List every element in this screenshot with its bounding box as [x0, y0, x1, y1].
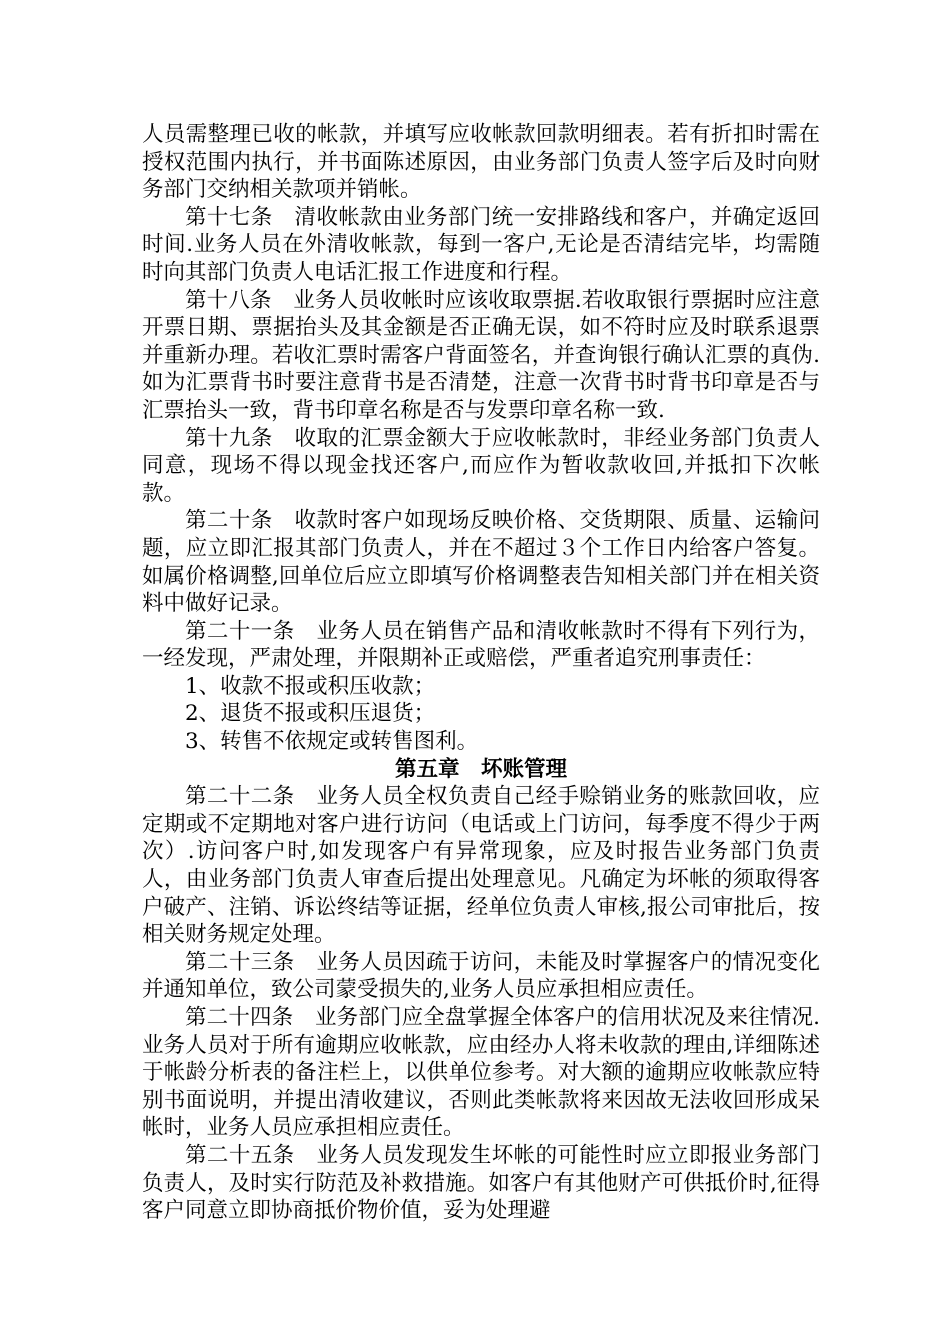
article-24: 第二十四条 业务部门应全盘掌握全体客户的信用状况及来往情况.业务人员对于所有逾期应收帐款，应由经办人将未收款的理由,详细陈述于帐龄分析表的备注栏上，以供单位参考。对大额的逾期应收帐款应特别书面说明，并提出清收建议，否则此类帐款将来因故无法收回形成呆帐时，业务人员应承担相应责任。: [142, 1005, 820, 1141]
article-22: 第二十二条 业务人员全权负责自己经手赊销业务的账款回收，应定期或不定期地对客户进行访问（电话或上门访问，每季度不得少于两次）.访问客户时,如发现客户有异常现象，应及时报告业务部门负责人，由业务部门负责人审查后提出处理意见。凡确定为坏帐的须取得客户破产、注销、诉讼终结等证据，经单位负责人审核,报公司审批后，按相关财务规定处理。: [142, 784, 820, 948]
article-25: 第二十五条 业务人员发现发生坏帐的可能性时应立即报业务部门负责人，及时实行防范及补救措施。如客户有其他财产可供抵价时,征得客户同意立即协商抵价物价值，妥为处理避: [142, 1142, 820, 1224]
list-item-1: 1、收款不报或积压收款；: [185, 673, 436, 699]
paragraph-continuation: 人员需整理已收的帐款，并填写应收帐款回款明细表。若有折扣时需在授权范围内执行，并书面陈述原因，由业务部门负责人签字后及时向财务部门交纳相关款项并销帐。: [142, 122, 820, 203]
list-item-2: 2、退货不报或积压退货；: [185, 701, 436, 727]
article-19: 第十九条 收取的汇票金额大于应收帐款时，非经业务部门负责人同意，现场不得以现金找还客户,而应作为暂收款收回,并抵扣下次帐款。: [142, 425, 820, 506]
section-after-heading: [142, 783, 820, 1225]
article-17: 第十七条 清收帐款由业务部门统一安排路线和客户，并确定返回时间.业务人员在外清收帐款，每到一客户,无论是否清结完毕，均需随时向其部门负责人电话汇报工作进度和行程。: [142, 204, 820, 285]
chapter-heading: 第五章 坏账管理: [394, 756, 567, 782]
article-18: 第十八条 业务人员收帐时应该收取票据.若收取银行票据时应注意开票日期、票据抬头及其金额是否正确无误，如不符时应及时联系退票并重新办理。若收汇票时需客户背面签名，并查询银行确认汇票的真伪.如为汇票背书时要注意背书是否清楚，注意一次背书时背书印章是否与汇票抬头一致，背书印章名称是否与发票印章名称一致.: [142, 287, 820, 423]
list-item-3: 3、转售不依规定或转售图利。: [185, 729, 479, 755]
article-21: 第二十一条 业务人员在销售产品和清收帐款时不得有下列行为，一经发现，严肃处理，并限期补正或赔偿，严重者追究刑事责任：: [142, 618, 820, 672]
section-before-heading: [142, 121, 820, 756]
document-page: [142, 121, 820, 1225]
article-23: 第二十三条 业务人员因疏于访问，未能及时掌握客户的情况变化并通知单位，致公司蒙受损失的,业务人员应承担相应责任。: [142, 949, 820, 1003]
article-20: 第二十条 收款时客户如现场反映价格、交货期限、质量、运输问题，应立即汇报其部门负责人，并在不超过３个工作日内给客户答复。如属价格调整,回单位后应立即填写价格调整表告知相关部门并在相关资料中做好记录。: [142, 508, 820, 617]
